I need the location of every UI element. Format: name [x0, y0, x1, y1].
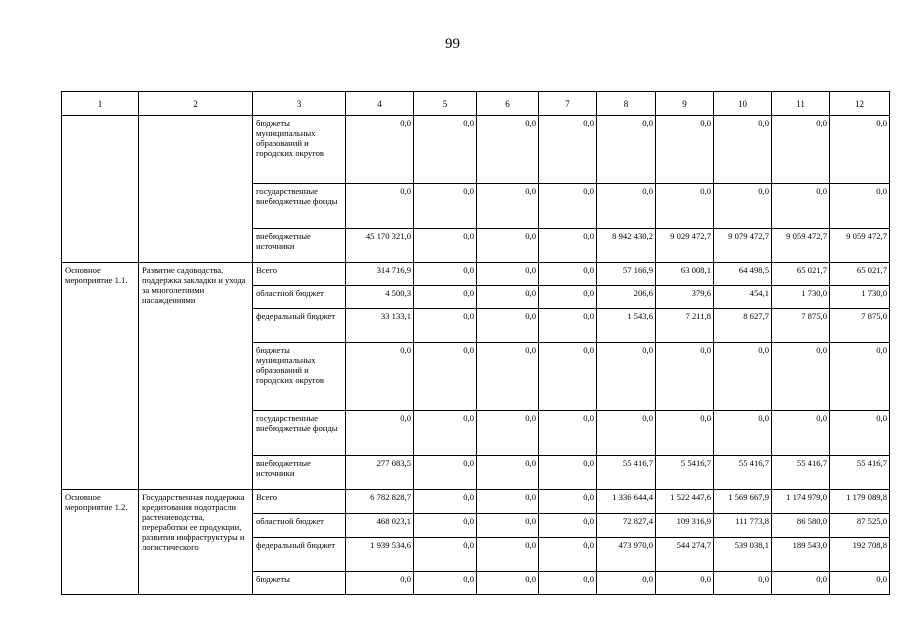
- value-cell: 1 174 979,0: [772, 490, 830, 514]
- value-cell: 1 522 447,6: [656, 490, 714, 514]
- value-cell: 0,0: [597, 411, 656, 456]
- value-cell: 0,0: [772, 411, 830, 456]
- value-cell: 0,0: [477, 572, 539, 595]
- budget-table: [61, 91, 890, 595]
- value-cell: 0,0: [656, 572, 714, 595]
- value-cell: 0,0: [656, 411, 714, 456]
- value-cell: 1 336 644,4: [597, 490, 656, 514]
- value-cell: 379,6: [656, 286, 714, 309]
- funding-source-cell: областной бюджет: [253, 514, 346, 538]
- value-cell: 9 059 472,7: [830, 229, 890, 263]
- value-cell: 65 021,7: [830, 263, 890, 286]
- value-cell: 7 875,0: [830, 309, 890, 343]
- table-row: [62, 490, 890, 514]
- value-cell: 0,0: [477, 184, 539, 229]
- value-cell: 72 827,4: [597, 514, 656, 538]
- value-cell: 0,0: [346, 116, 414, 184]
- value-cell: 0,0: [414, 263, 477, 286]
- funding-source-cell: бюджеты муниципальных образований и городских округов: [253, 343, 346, 411]
- value-cell: 9 079 472,7: [714, 229, 772, 263]
- value-cell: 4 500,3: [346, 286, 414, 309]
- table-row: [62, 116, 890, 184]
- value-cell: 64 498,5: [714, 263, 772, 286]
- value-cell: 33 133,1: [346, 309, 414, 343]
- value-cell: 1 730,0: [830, 286, 890, 309]
- funding-source-cell: областной бюджет: [253, 286, 346, 309]
- value-cell: 0,0: [714, 572, 772, 595]
- page-number: 99: [445, 36, 460, 52]
- funding-source-cell: Всего: [253, 490, 346, 514]
- value-cell: 8 942 430,2: [597, 229, 656, 263]
- funding-source-cell: государственные внебюджетные фонды: [253, 411, 346, 456]
- header-cell: 10: [714, 92, 772, 116]
- value-cell: 473 970,0: [597, 538, 656, 572]
- table-row: [62, 263, 890, 286]
- value-cell: 0,0: [414, 490, 477, 514]
- header-cell: 8: [597, 92, 656, 116]
- value-cell: 0,0: [346, 184, 414, 229]
- value-cell: 0,0: [477, 514, 539, 538]
- funding-source-cell: Всего: [253, 263, 346, 286]
- value-cell: 55 416,7: [830, 456, 890, 490]
- value-cell: 192 708,8: [830, 538, 890, 572]
- value-cell: 0,0: [830, 343, 890, 411]
- value-cell: 45 170 321,0: [346, 229, 414, 263]
- value-cell: 0,0: [830, 411, 890, 456]
- value-cell: 0,0: [830, 572, 890, 595]
- value-cell: 454,1: [714, 286, 772, 309]
- measure-code-cell: [62, 116, 139, 263]
- value-cell: 0,0: [477, 263, 539, 286]
- value-cell: 55 416,7: [597, 456, 656, 490]
- value-cell: 0,0: [539, 229, 597, 263]
- value-cell: 111 773,8: [714, 514, 772, 538]
- value-cell: 314 716,9: [346, 263, 414, 286]
- value-cell: 1 179 089,8: [830, 490, 890, 514]
- value-cell: 7 875,0: [772, 309, 830, 343]
- value-cell: 206,6: [597, 286, 656, 309]
- value-cell: 0,0: [539, 286, 597, 309]
- value-cell: 0,0: [772, 343, 830, 411]
- value-cell: 277 083,5: [346, 456, 414, 490]
- header-cell: 3: [253, 92, 346, 116]
- value-cell: 9 029 472,7: [656, 229, 714, 263]
- value-cell: 0,0: [772, 116, 830, 184]
- value-cell: 0,0: [414, 309, 477, 343]
- value-cell: 0,0: [539, 116, 597, 184]
- header-cell: 6: [477, 92, 539, 116]
- value-cell: 0,0: [414, 411, 477, 456]
- value-cell: 0,0: [597, 343, 656, 411]
- value-cell: 0,0: [656, 343, 714, 411]
- value-cell: 0,0: [346, 572, 414, 595]
- value-cell: 57 166,9: [597, 263, 656, 286]
- value-cell: 0,0: [539, 309, 597, 343]
- value-cell: 0,0: [714, 343, 772, 411]
- header-row: [62, 92, 890, 116]
- value-cell: 0,0: [714, 411, 772, 456]
- value-cell: 0,0: [477, 343, 539, 411]
- value-cell: 0,0: [539, 263, 597, 286]
- funding-source-cell: федеральный бюджет: [253, 309, 346, 343]
- value-cell: 0,0: [539, 411, 597, 456]
- value-cell: 55 416,7: [772, 456, 830, 490]
- measure-code-cell: Основное мероприятие 1.2.: [62, 490, 139, 595]
- value-cell: 0,0: [714, 116, 772, 184]
- value-cell: 86 580,0: [772, 514, 830, 538]
- header-cell: 9: [656, 92, 714, 116]
- header-cell: 11: [772, 92, 830, 116]
- value-cell: 0,0: [414, 456, 477, 490]
- measure-name-cell: Развитие садоводства, поддержка закладки и ухода за многолетними насаждениями: [139, 263, 253, 490]
- header-cell: 7: [539, 92, 597, 116]
- value-cell: 1 543,6: [597, 309, 656, 343]
- value-cell: 0,0: [346, 411, 414, 456]
- value-cell: 6 782 828,7: [346, 490, 414, 514]
- value-cell: 109 316,9: [656, 514, 714, 538]
- value-cell: 0,0: [656, 184, 714, 229]
- value-cell: 0,0: [830, 184, 890, 229]
- value-cell: 0,0: [539, 456, 597, 490]
- measure-name-cell: [139, 116, 253, 263]
- value-cell: 5 5416,7: [656, 456, 714, 490]
- value-cell: 0,0: [414, 343, 477, 411]
- funding-source-cell: бюджеты муниципальных образований и городских округов: [253, 116, 346, 184]
- value-cell: 1 730,0: [772, 286, 830, 309]
- value-cell: 0,0: [830, 116, 890, 184]
- value-cell: 0,0: [539, 343, 597, 411]
- value-cell: 0,0: [477, 456, 539, 490]
- value-cell: 0,0: [539, 514, 597, 538]
- value-cell: 0,0: [414, 514, 477, 538]
- value-cell: 0,0: [414, 116, 477, 184]
- value-cell: 0,0: [772, 572, 830, 595]
- value-cell: 63 008,1: [656, 263, 714, 286]
- value-cell: 189 543,0: [772, 538, 830, 572]
- header-cell: 2: [139, 92, 253, 116]
- value-cell: 0,0: [477, 229, 539, 263]
- measure-name-cell: Государственная поддержка кредитования подотрасли растениеводства, переработки ее продукции, развития инфраструктуры и логистического: [139, 490, 253, 595]
- value-cell: 0,0: [477, 309, 539, 343]
- header-cell: 1: [62, 92, 139, 116]
- funding-source-cell: внебюджетные источники: [253, 229, 346, 263]
- value-cell: 0,0: [414, 286, 477, 309]
- value-cell: 468 023,1: [346, 514, 414, 538]
- value-cell: 0,0: [414, 538, 477, 572]
- value-cell: 7 211,8: [656, 309, 714, 343]
- value-cell: 55 416,7: [714, 456, 772, 490]
- value-cell: 0,0: [539, 490, 597, 514]
- header-cell: 12: [830, 92, 890, 116]
- value-cell: 0,0: [772, 184, 830, 229]
- value-cell: 0,0: [539, 572, 597, 595]
- value-cell: 0,0: [539, 184, 597, 229]
- value-cell: 0,0: [477, 490, 539, 514]
- value-cell: 1 569 667,9: [714, 490, 772, 514]
- value-cell: 0,0: [597, 116, 656, 184]
- value-cell: 0,0: [477, 411, 539, 456]
- value-cell: 0,0: [477, 116, 539, 184]
- value-cell: 87 525,0: [830, 514, 890, 538]
- measure-code-cell: Основное мероприятие 1.1.: [62, 263, 139, 490]
- value-cell: 1 939 534,6: [346, 538, 414, 572]
- value-cell: 8 627,7: [714, 309, 772, 343]
- value-cell: 0,0: [656, 116, 714, 184]
- value-cell: 0,0: [597, 572, 656, 595]
- value-cell: 0,0: [346, 343, 414, 411]
- value-cell: 0,0: [477, 538, 539, 572]
- funding-source-cell: внебюджетные источники: [253, 456, 346, 490]
- header-cell: 5: [414, 92, 477, 116]
- header-cell: 4: [346, 92, 414, 116]
- value-cell: 539 038,1: [714, 538, 772, 572]
- value-cell: 0,0: [597, 184, 656, 229]
- value-cell: 9 059 472,7: [772, 229, 830, 263]
- value-cell: 65 021,7: [772, 263, 830, 286]
- value-cell: 0,0: [477, 286, 539, 309]
- value-cell: 0,0: [414, 572, 477, 595]
- value-cell: 0,0: [414, 184, 477, 229]
- value-cell: 0,0: [414, 229, 477, 263]
- value-cell: 0,0: [714, 184, 772, 229]
- funding-source-cell: федеральный бюджет: [253, 538, 346, 572]
- value-cell: 544 274,7: [656, 538, 714, 572]
- funding-source-cell: государственные внебюджетные фонды: [253, 184, 346, 229]
- value-cell: 0,0: [539, 538, 597, 572]
- funding-source-cell: бюджеты: [253, 572, 346, 595]
